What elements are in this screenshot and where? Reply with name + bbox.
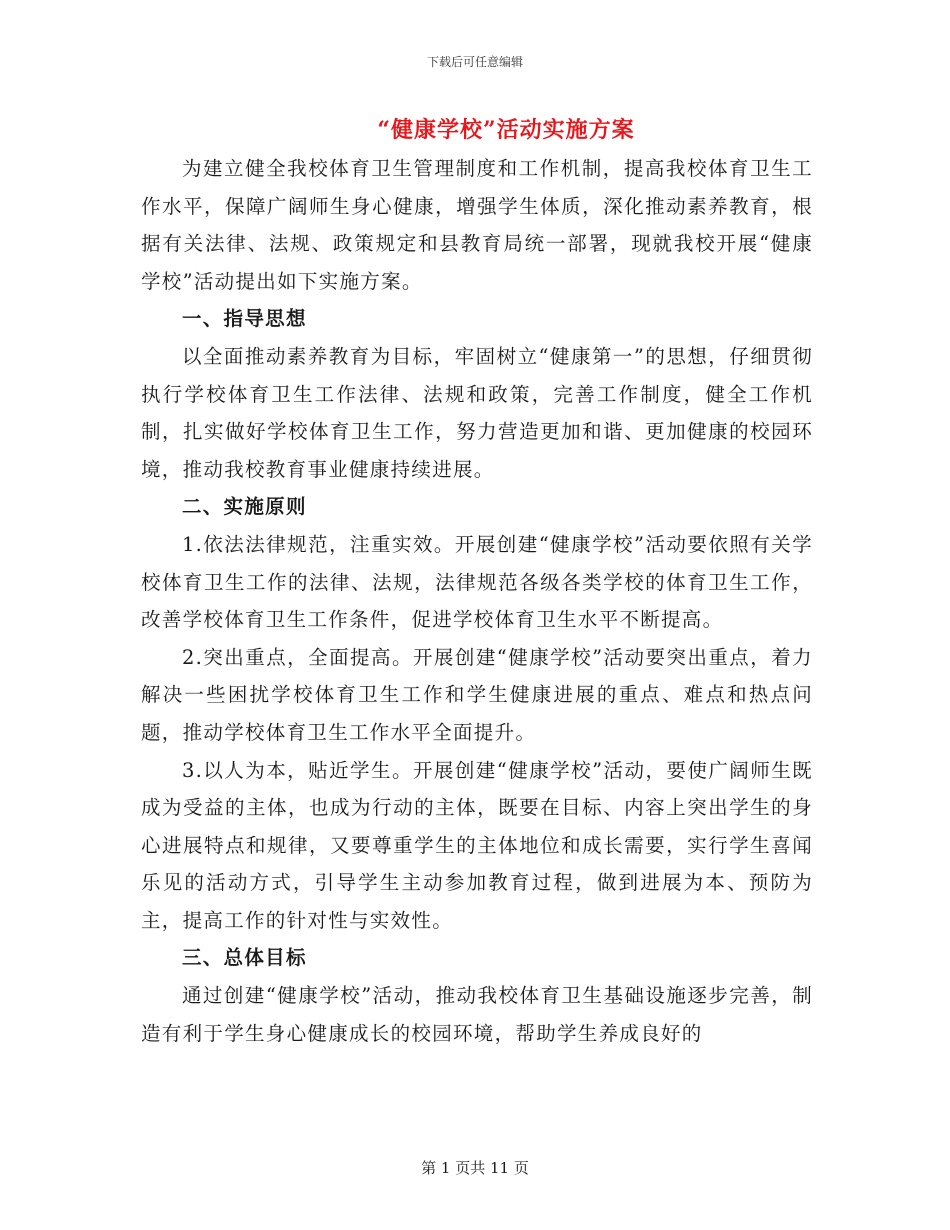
overall-goals-paragraph: 通过创建“健康学校”活动，推动我校体育卫生基础设施逐步完善，制造有利于学生身心健康成长的校园环境，帮助学生养成良好的	[141, 984, 813, 1045]
document-body	[141, 150, 813, 1052]
section-heading-guiding-ideology: 一、指导思想	[181, 307, 307, 331]
page-number: 第 1 页共 11 页	[421, 1159, 529, 1177]
section-heading-overall-goals: 三、总体目标	[181, 946, 307, 970]
section-heading-principles: 二、实施原则	[181, 495, 307, 519]
principle-3-paragraph: 3.以人为本，贴近学生。开展创建“健康学校”活动，要使广阔师生既成为受益的主体，也成为行动的主体，既要在目标、内容上突出学生的身心进展特点和规律，又要尊重学生的主体地位和成长需要，实行学生喜闻乐见的活动方式，引导学生主动参加教育过程，做到进展为本、预防为主，提高工作的针对性与实效性。	[141, 758, 813, 932]
page-header-note: 下载后可任意编辑	[426, 55, 523, 69]
intro-paragraph: 为建立健全我校体育卫生管理制度和工作机制，提高我校体育卫生工作水平，保障广阔师生身心健康，增强学生体质，深化推动素养教育，根据有关法律、法规、政策规定和县教育局统一部署，现就我校开展“健康学校”活动提出如下实施方案。	[141, 157, 813, 293]
principle-2-paragraph: 2.突出重点，全面提高。开展创建“健康学校”活动要突出重点，着力解决一些困扰学校体育卫生工作和学生健康进展的重点、难点和热点问题，推动学校体育卫生工作水平全面提升。	[141, 645, 813, 744]
document-title: “健康学校”活动实施方案	[377, 117, 635, 143]
principle-1-paragraph: 1.依法法律规范，注重实效。开展创建“健康学校”活动要依照有关学校体育卫生工作的法律、法规，法律规范各级各类学校的体育卫生工作，改善学校体育卫生工作条件，促进学校体育卫生水平不断提高。	[141, 532, 813, 632]
guiding-ideology-paragraph: 以全面推动素养教育为目标，牢固树立“健康第一”的思想，仔细贯彻执行学校体育卫生工作法律、法规和政策，完善工作制度，健全工作机制，扎实做好学校体育卫生工作，努力营造更加和谐、更加健康的校园环境，推动我校教育事业健康持续进展。	[141, 344, 813, 481]
